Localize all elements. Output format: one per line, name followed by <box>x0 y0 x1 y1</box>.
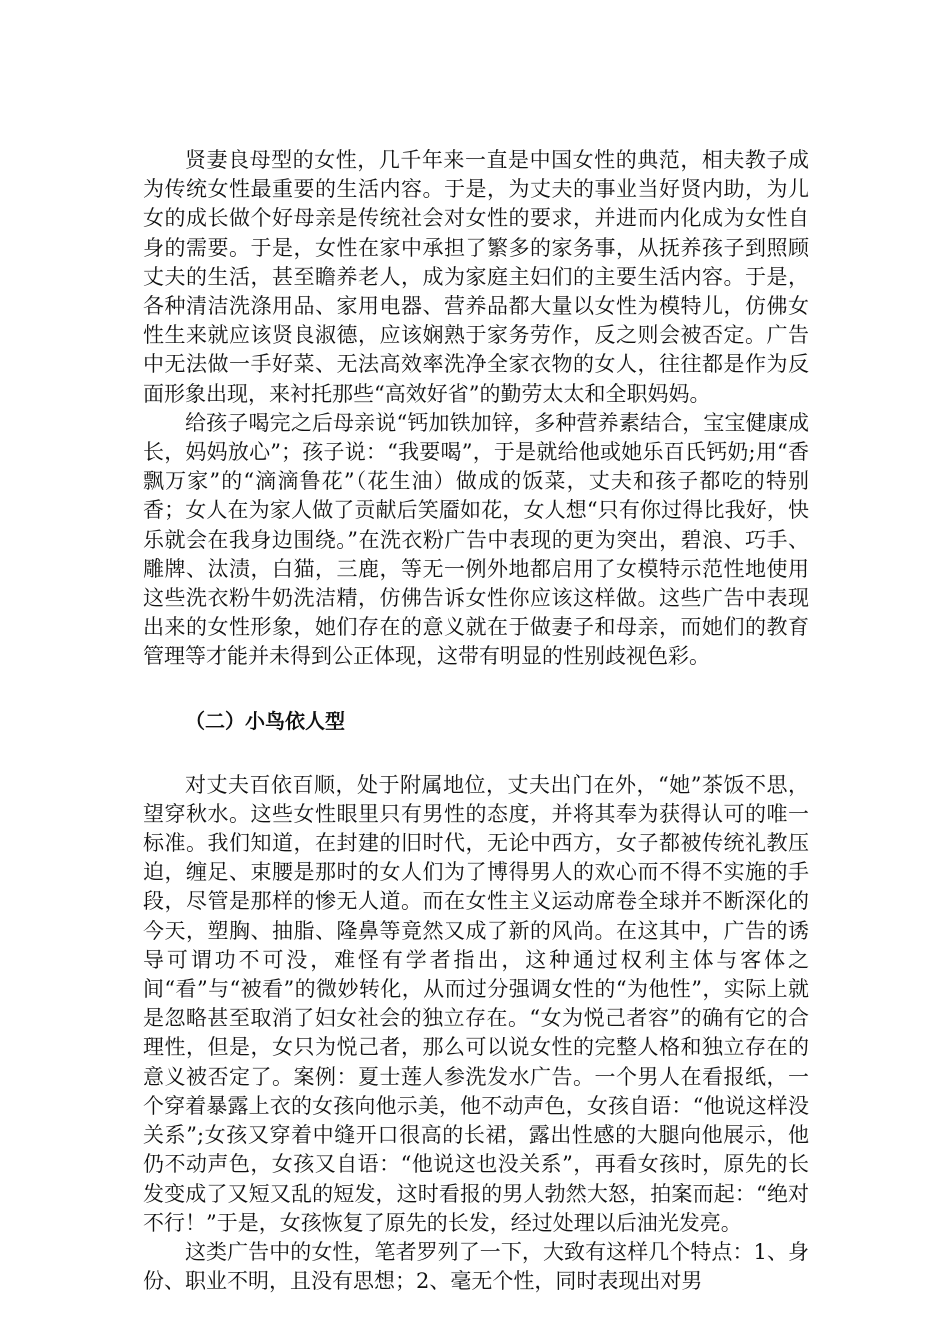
body-paragraph: 贤妻良母型的女性，几千年来一直是中国女性的典范，相夫教子成为传统女性最重要的生活内容。于是，为丈夫的事业当好贤内助，为儿女的成长做个好母亲是传统社会对女性的要求，并进而内化成为女性自身的需要。于是，女性在家中承担了繁多的家务事，从抚养孩子到照顾丈夫的生活，甚至瞻养老人，成为家庭主妇们的主要生活内容。于是，各种清洁洗涤用品、家用电器、营养品都大量以女性为模特儿，仿佛女性生来就应该贤良淑德，应该娴熟于家务劳作，反之则会被否定。广告中无法做一手好菜、无法高效率洗净全家衣物的女人，往往都是作为反面形象出现，来衬托那些“高效好省”的勤劳太太和全职妈妈。 <box>143 148 809 406</box>
body-paragraph: 给孩子喝完之后母亲说“钙加铁加锌，多种营养素结合，宝宝健康成长，妈妈放心”；孩子说：“我要喝”，于是就给他或她乐百氏钙奶;用“香飘万家”的“滴滴鲁花”（花生油）做成的饭菜，丈夫和孩子都吃的特别香；女人在为家人做了贡献后笑靥如花，女人想“只有你过得比我好，快乐就会在我身边围绕。”在洗衣粉广告中表现的更为突出，碧浪、巧手、雕牌、汰渍，白猫，三鹿，等无一例外地都启用了女模特示范性地使用这些洗衣粉牛奶洗洁精，仿佛告诉女性你应该这样做。这些广告中表现出来的女性形象，她们存在的意义就在于做妻子和母亲，而她们的教育管理等才能并未得到公正体现，这带有明显的性别歧视色彩。 <box>143 410 809 669</box>
section-heading: （二）小鸟依人型 <box>185 708 345 733</box>
document-page <box>143 146 809 1296</box>
body-paragraph: 对丈夫百依百顺，处于附属地位，丈夫出门在外，“她”茶饭不思，望穿秋水。这些女性眼里只有男性的态度，并将其奉为获得认可的唯一标准。我们知道，在封建的旧时代，无论中西方，女子都被传统礼教压迫，缠足、束腰是那时的女人们为了博得男人的欢心而不得不实施的手段，尽管是那样的惨无人道。而在女性主义运动席卷全球并不断深化的今天，塑胸、抽脂、隆鼻等竟然又成了新的风尚。在这其中，广告的诱导可谓功不可没，难怪有学者指出，这种通过权利主体与客体之间“看”与“被看”的微妙转化，从而过分强调女性的“为他性”，实际上就是忽略甚至取消了妇女社会的独立存在。“女为悦己者容”的确有它的合理性，但是，女只为悦己者，那么可以说女性的完整人格和独立存在的意义被否定了。案例：夏士莲人参洗发水广告。一个男人在看报纸，一个穿着暴露上衣的女孩向他示美，他不动声色，女孩自语：“他说这样没关系”;女孩又穿着中缝开口很高的长裙，露出性感的大腿向他展示，他仍不动声色，女孩又自语：“他说这也没关系”，再看女孩时，原先的长发变成了又短又乱的短发，这时看报的男人勃然大怒，拍案而起：“绝对不行！”于是，女孩恢复了原先的长发，经过处理以后油光发亮。 <box>143 772 809 1235</box>
body-paragraph: 这类广告中的女性，笔者罗列了一下，大致有这样几个特点：1、身份、职业不明，且没有思想；2、毫无个性，同时表现出对男 <box>143 1239 809 1294</box>
